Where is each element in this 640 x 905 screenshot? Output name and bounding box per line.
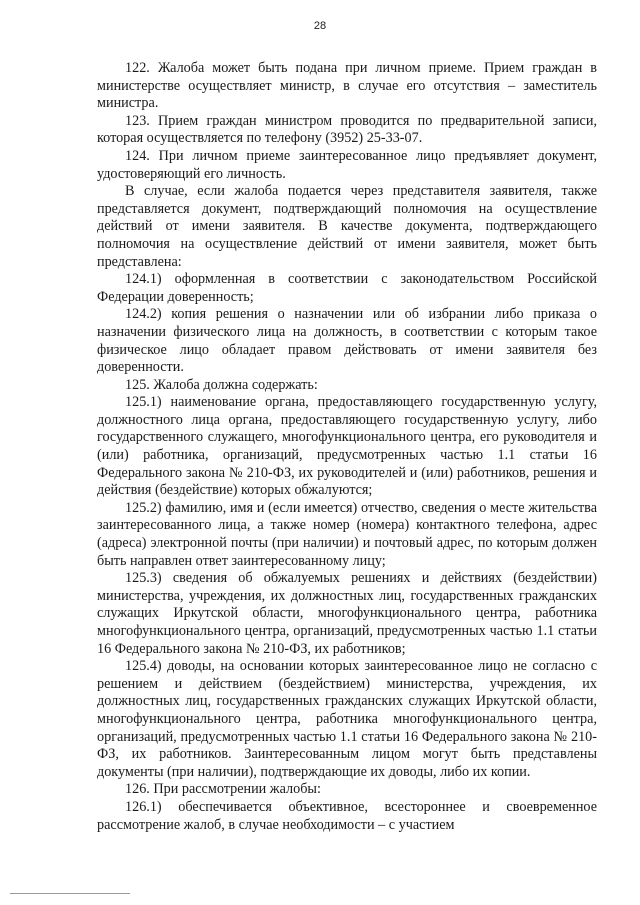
paragraph-124-2: 124.2) копия решения о назначении или об избрании либо приказа о назначении физического лица на должность, в соответствии с которым такое физическое лицо обладает правом действовать от имени заявителя без доверенности. bbox=[97, 306, 597, 376]
paragraph-representative: В случае, если жалоба подается через представителя заявителя, также представляется документ, подтверждающий полномочия на осуществление действий от имени заявителя. В качестве документа, подтверждающего полномочия на осуществление действий от имени заявителя, может быть представлена: bbox=[97, 183, 597, 270]
paragraph-125-3: 125.3) сведения об обжалуемых решениях и действиях (бездействии) министерства, учреждения, их должностных лиц, государственных гражданских служащих Иркутской области, многофункционального центра, работника многофункционального центра, организаций, предусмотренных частью 1.1 статьи 16 Федерального закона № 210-ФЗ, их работников; bbox=[97, 570, 597, 657]
paragraph-124: 124. При личном приеме заинтересованное лицо предъявляет документ, удостоверяющий его личность. bbox=[97, 147, 597, 182]
paragraph-125-4: 125.4) доводы, на основании которых заинтересованное лицо не согласно с решением и действием (бездействием) министерства, учреждения, их должностных лиц, государственных гражданских служащих Иркутской области, многофункционального центра, работника многофункционального центра, организаций, предусмотренных частью 1.1 статьи 16 Федерального закона № 210-ФЗ, их работников. Заинтересованным лицом могут быть представлены документы (при наличии), подтверждающие их доводы, либо их копии. bbox=[97, 658, 597, 780]
document-body bbox=[97, 60, 597, 834]
paragraph-123: 123. Прием граждан министром проводится по предварительной записи, которая осуществляется по телефону (3952) 25-33-07. bbox=[97, 112, 597, 147]
paragraph-125-2: 125.2) фамилию, имя и (если имеется) отчество, сведения о месте жительства заинтересованного лица, а также номер (номера) контактного телефона, адрес (адреса) электронной почты (при наличии) и почтовый адрес, по которым должен быть направлен ответ заинтересованному лицу; bbox=[97, 499, 597, 569]
paragraph-125: 125. Жалоба должна содержать: bbox=[125, 376, 318, 393]
paragraph-125-1: 125.1) наименование органа, предоставляющего государственную услугу, должностного лица органа, предоставляющего государственную услугу, либо государственного служащего, многофункционального центра, его руководителя и (или) работника, организаций, предусмотренных частью 1.1 статьи 16 Федерального закона № 210-ФЗ, их руководителей и (или) работников, решения и действия (бездействие) которых обжалуются; bbox=[97, 394, 597, 499]
paragraph-126-1: 126.1) обеспечивается объективное, всестороннее и своевременное рассмотрение жалоб, в случае необходимости – с участием bbox=[97, 798, 597, 833]
footnote-divider bbox=[10, 893, 130, 894]
paragraph-126: 126. При рассмотрении жалобы: bbox=[125, 781, 321, 798]
page-number: 28 bbox=[313, 20, 327, 32]
paragraph-122: 122. Жалоба может быть подана при личном приеме. Прием граждан в министерстве осуществляет министр, в случае его отсутствия – заместитель министра. bbox=[97, 60, 597, 112]
paragraph-124-1: 124.1) оформленная в соответствии с законодательством Российской Федерации доверенность; bbox=[97, 271, 597, 305]
